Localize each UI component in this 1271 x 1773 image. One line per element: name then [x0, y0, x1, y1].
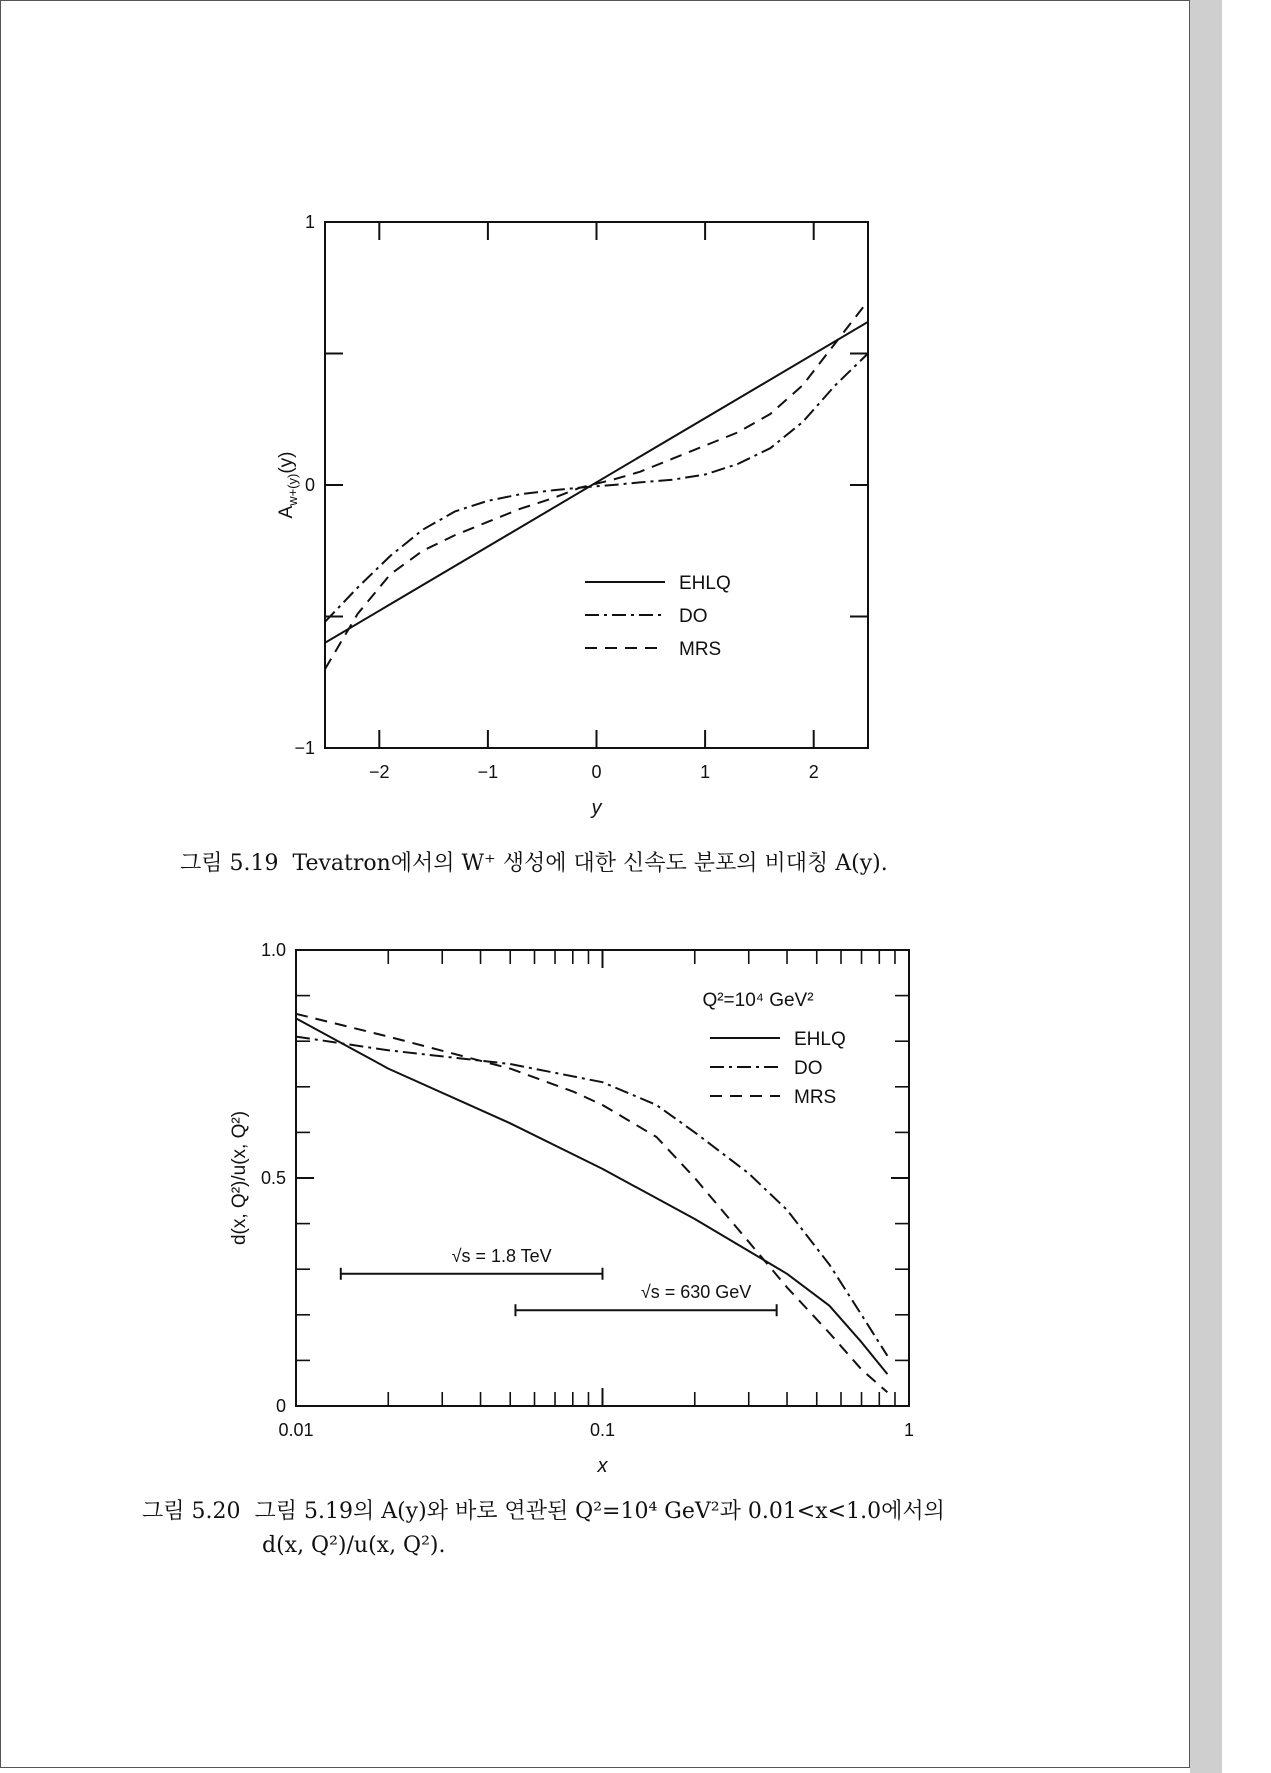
figure-5-19-label: 그림 5.19: [180, 851, 279, 876]
y-axis-title: $A_{w+(y)}(y)$: [276, 451, 300, 519]
y-tick-label: 1: [304, 212, 315, 232]
legend-label-ehlq: EHLQ: [794, 1029, 846, 1050]
y-tick-label: 1.0: [260, 940, 286, 960]
y-tick-label: 0.5: [260, 1168, 286, 1188]
figure-5-19-text: Tevatron에서의 W⁺ 생성에 대한 신속도 분포의 비대칭 A(y).: [292, 851, 888, 876]
x-tick-label: 0: [591, 762, 602, 782]
range-label: √s = 1.8 TeV: [451, 1245, 552, 1266]
y-tick-label: 0: [275, 1396, 286, 1416]
q2-annotation: Q²=10⁴ GeV²: [702, 990, 814, 1011]
x-tick-label: −2: [369, 762, 390, 782]
legend-label-do: DO: [679, 606, 708, 627]
plot-frame: [296, 950, 909, 1406]
y-axis-title: d(x, Q²)/u(x, Q²): [229, 1110, 250, 1246]
x-tick-label: 0.1: [589, 1420, 616, 1440]
y-tick-label: −1: [294, 738, 315, 758]
figure-5-20-caption: [142, 1494, 945, 1525]
legend-label-mrs: MRS: [794, 1087, 837, 1108]
range-label: √s = 630 GeV: [640, 1282, 752, 1303]
figure-5-20-label: 그림 5.20: [142, 1499, 241, 1524]
legend-label-do: DO: [794, 1058, 823, 1079]
figure-5-20-line2: d(x, Q²)/u(x, Q²).: [262, 1533, 446, 1558]
x-tick-label: 0.01: [278, 1420, 314, 1440]
legend-label-ehlq: EHLQ: [679, 573, 731, 594]
series-line-do: [296, 1037, 887, 1356]
x-axis-title: x: [597, 1455, 608, 1477]
x-tick-label: 1: [700, 762, 711, 782]
figure-5-20-caption-line2: [262, 1533, 446, 1558]
figure-5-19-caption: [180, 846, 888, 877]
x-tick-label: 2: [808, 762, 819, 782]
x-axis-title: y: [591, 797, 602, 819]
y-tick-label: 0: [304, 475, 315, 495]
x-tick-label: 1: [903, 1420, 915, 1440]
figure-5-20-line1: 그림 5.19의 A(y)와 바로 연관된 Q²=10⁴ GeV²과 0.01<x<1.0에서의: [254, 1499, 945, 1524]
legend-label-mrs: MRS: [679, 639, 722, 660]
x-tick-label: −1: [477, 762, 499, 782]
